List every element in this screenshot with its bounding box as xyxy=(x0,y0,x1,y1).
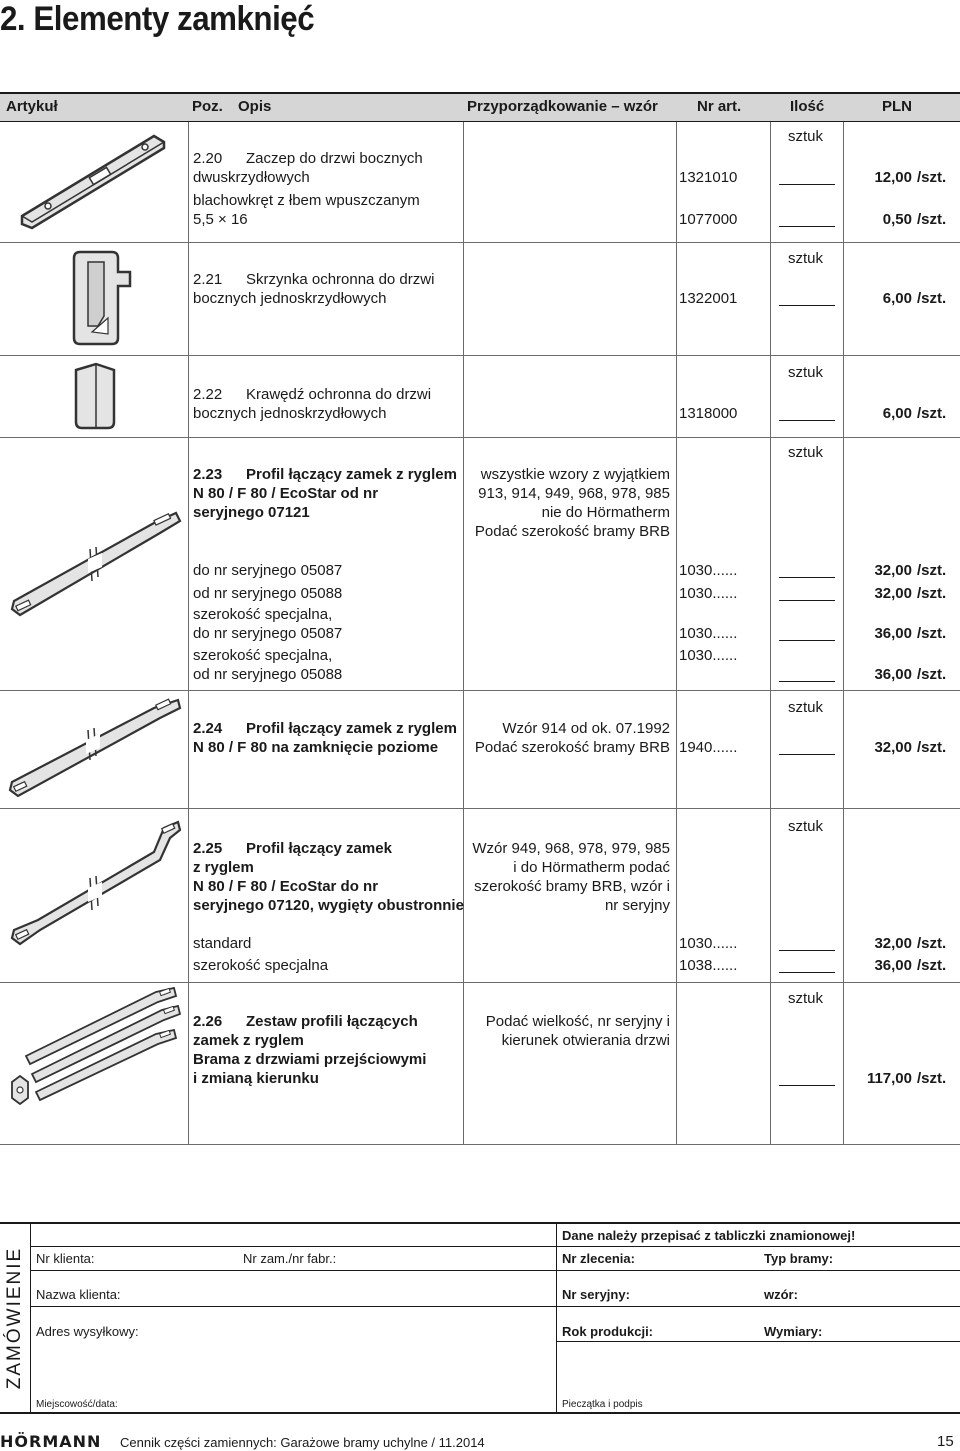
article-number: 1030...... xyxy=(679,562,738,579)
order-number-label: Nr zam./nr fabr.: xyxy=(243,1251,337,1266)
quantity-field[interactable] xyxy=(779,420,835,421)
strike-plate-image xyxy=(18,128,168,234)
assignment-text: szerokość bramy BRB, wzór i xyxy=(474,878,670,895)
unit-label: sztuk xyxy=(788,444,824,461)
customer-number-label: Nr klienta: xyxy=(36,1251,95,1266)
protective-edge-image xyxy=(70,360,120,432)
price: 0,50 xyxy=(882,211,912,228)
item-position: 2.26 xyxy=(193,1013,223,1030)
price-unit: /szt. xyxy=(917,957,947,974)
quantity-field[interactable] xyxy=(779,640,835,641)
item-position: 2.23 xyxy=(193,466,223,483)
assignment-text: nr seryjny xyxy=(604,897,670,914)
assignment-text: wszystkie wzory z wyjątkiem xyxy=(480,466,670,483)
assignment-text: Podać szerokość bramy BRB xyxy=(474,523,670,540)
header-assignment: Przyporządkowanie – wzór xyxy=(467,98,658,115)
quantity-field[interactable] xyxy=(779,577,835,578)
item-description: Zestaw profili łączących xyxy=(246,1013,418,1030)
item-description: Zaczep do drzwi bocznych xyxy=(246,150,423,167)
row-divider xyxy=(0,808,960,809)
assignment-text: i do Hörmatherm podać xyxy=(513,859,670,876)
hormann-logo: HÖRMANN xyxy=(0,1432,102,1451)
item-description: i zmianą kierunku xyxy=(193,1070,319,1087)
item-description: z ryglem xyxy=(193,859,254,876)
stamp-signature-label: Pieczątka i podpis xyxy=(562,1399,643,1410)
item-description: Profil łączący zamek z ryglem xyxy=(246,466,457,483)
connecting-profile-image xyxy=(4,505,184,623)
customer-name-label: Nazwa klienta: xyxy=(36,1287,121,1302)
variant-label: standard xyxy=(193,935,252,952)
price: 32,00 xyxy=(874,585,912,602)
assignment-text: nie do Hörmatherm xyxy=(541,504,670,521)
item-description: bocznych jednoskrzydłowych xyxy=(193,405,387,422)
profile-set-image xyxy=(6,986,182,1110)
assignment-text: 913, 914, 949, 968, 978, 985 xyxy=(478,485,670,502)
order-line[interactable] xyxy=(30,1270,960,1271)
item-description: N 80 / F 80 na zamknięcie poziome xyxy=(193,739,439,756)
column-divider xyxy=(770,122,771,1144)
row-divider xyxy=(0,690,960,691)
item-description: Brama z drzwiami przejściowymi xyxy=(193,1051,427,1068)
quantity-field[interactable] xyxy=(779,754,835,755)
quantity-field[interactable] xyxy=(779,681,835,682)
order-line[interactable] xyxy=(30,1246,960,1247)
variant-label: szerokość specjalna, xyxy=(193,606,333,623)
unit-label: sztuk xyxy=(788,128,824,145)
article-number: 1321010 xyxy=(679,169,738,186)
unit-label: sztuk xyxy=(788,699,824,716)
order-vertical-label: ZAMÓWIENIE xyxy=(4,1246,26,1390)
assignment-text: Wzór 949, 968, 978, 979, 985 xyxy=(472,840,670,857)
price-unit: /szt. xyxy=(917,211,947,228)
order-line[interactable] xyxy=(556,1341,960,1342)
price-unit: /szt. xyxy=(917,585,947,602)
item-description: N 80 / F 80 / EcoStar do nr xyxy=(193,878,379,895)
header-quantity: Ilość xyxy=(790,98,825,115)
row-divider xyxy=(0,437,960,438)
item-description: seryjnego 07120, wygięty obustronnie xyxy=(193,897,464,914)
price: 117,00 xyxy=(866,1070,912,1087)
order-divider xyxy=(30,1224,31,1412)
unit-label: sztuk xyxy=(788,250,824,267)
price-unit: /szt. xyxy=(917,405,947,422)
item-description: Skrzynka ochronna do drzwi xyxy=(246,271,435,288)
row-divider xyxy=(0,982,960,983)
price-unit: /szt. xyxy=(917,290,947,307)
header-price: PLN xyxy=(882,98,912,115)
article-number: 1030...... xyxy=(679,935,738,952)
item-description: zamek z ryglem xyxy=(193,1032,304,1049)
price: 6,00 xyxy=(882,405,912,422)
item-description: blachowkręt z łbem wpuszczanym xyxy=(193,192,420,209)
price: 32,00 xyxy=(874,562,912,579)
article-number: 1318000 xyxy=(679,405,738,422)
item-position: 2.24 xyxy=(193,720,223,737)
shipping-address-label: Adres wysyłkowy: xyxy=(36,1324,139,1339)
serial-number-label: Nr seryjny: xyxy=(562,1287,630,1302)
header-opis: Opis xyxy=(238,98,272,115)
article-number: 1030...... xyxy=(679,625,738,642)
quantity-field[interactable] xyxy=(779,972,835,973)
variant-label: do nr seryjnego 05087 xyxy=(193,562,343,579)
header-poz: Poz. xyxy=(192,98,223,115)
assignment-text: Wzór 914 od ok. 07.1992 xyxy=(502,720,670,737)
quantity-field[interactable] xyxy=(779,600,835,601)
quantity-field[interactable] xyxy=(779,184,835,185)
item-description: Profil łączący zamek z ryglem xyxy=(246,720,457,737)
quantity-field[interactable] xyxy=(779,1085,835,1086)
quantity-field[interactable] xyxy=(779,305,835,306)
price-unit: /szt. xyxy=(917,169,947,186)
price: 32,00 xyxy=(874,935,912,952)
item-description: seryjnego 07121 xyxy=(193,504,310,521)
variant-label: szerokość specjalna, xyxy=(193,647,333,664)
unit-label: sztuk xyxy=(788,990,824,1007)
dimensions-label: Wymiary: xyxy=(764,1324,823,1339)
item-description: Krawędź ochronna do drzwi xyxy=(246,386,432,403)
column-divider xyxy=(676,122,677,1144)
item-position: 2.20 xyxy=(193,150,223,167)
item-description: bocznych jednoskrzydłowych xyxy=(193,290,387,307)
door-type-label: Typ bramy: xyxy=(764,1251,834,1266)
price: 36,00 xyxy=(874,957,912,974)
article-number: 1077000 xyxy=(679,211,738,228)
price-unit: /szt. xyxy=(917,935,947,952)
item-position: 2.25 xyxy=(193,840,223,857)
variant-label: od nr seryjnego 05088 xyxy=(193,666,343,683)
article-number: 1030...... xyxy=(679,585,738,602)
price-unit: /szt. xyxy=(917,666,947,683)
catalog-title: Cennik części zamiennych: Garażowe bramy uchylne / 11.2014 xyxy=(120,1435,485,1450)
price-unit: /szt. xyxy=(917,562,947,579)
connecting-profile-horizontal-image xyxy=(4,694,184,802)
column-divider xyxy=(843,122,844,1144)
item-description: Profil łączący zamek xyxy=(246,840,392,857)
item-position: 2.22 xyxy=(193,386,223,403)
bent-connecting-profile-image xyxy=(4,812,184,950)
job-number-label: Nr zlecenia: xyxy=(562,1251,635,1266)
variant-label: szerokość specjalna xyxy=(193,957,329,974)
item-description: 5,5 × 16 xyxy=(193,211,248,228)
item-description: dwuskrzydłowych xyxy=(193,169,310,186)
price: 32,00 xyxy=(874,739,912,756)
variant-label: do nr seryjnego 05087 xyxy=(193,625,343,642)
price: 6,00 xyxy=(882,290,912,307)
price-unit: /szt. xyxy=(917,1070,947,1087)
row-divider xyxy=(0,355,960,356)
article-number: 1030...... xyxy=(679,647,738,664)
assignment-text: Podać wielkość, nr seryjny i xyxy=(485,1013,670,1030)
price: 12,00 xyxy=(874,169,912,186)
place-date-label: Miejscowość/data: xyxy=(36,1399,118,1410)
assignment-text: Podać szerokość bramy BRB xyxy=(474,739,670,756)
unit-label: sztuk xyxy=(788,364,824,381)
column-divider xyxy=(463,122,464,1144)
price-unit: /szt. xyxy=(917,739,947,756)
variant-label: od nr seryjnego 05088 xyxy=(193,585,343,602)
price: 36,00 xyxy=(874,666,912,683)
order-line[interactable] xyxy=(30,1306,960,1307)
row-divider xyxy=(0,242,960,243)
production-year-label: Rok produkcji: xyxy=(562,1324,654,1339)
price-unit: /szt. xyxy=(917,625,947,642)
nameplate-note: Dane należy przepisać z tabliczki znamionowej! xyxy=(562,1228,856,1243)
column-divider xyxy=(188,122,189,1144)
protective-box-image xyxy=(68,246,134,350)
order-divider xyxy=(556,1224,557,1412)
quantity-field[interactable] xyxy=(779,950,835,951)
article-number: 1038...... xyxy=(679,957,738,974)
page-title: 2. Elementy zamknięć xyxy=(0,0,315,38)
article-number: 1940...... xyxy=(679,739,738,756)
unit-label: sztuk xyxy=(788,818,824,835)
model-label: wzór: xyxy=(764,1287,798,1302)
row-divider xyxy=(0,1144,960,1145)
item-description: N 80 / F 80 / EcoStar od nr xyxy=(193,485,379,502)
header-article-number: Nr art. xyxy=(697,98,742,115)
price: 36,00 xyxy=(874,625,912,642)
article-number: 1322001 xyxy=(679,290,738,307)
header-artykul: Artykuł xyxy=(6,98,58,115)
page-number: 15 xyxy=(937,1433,954,1450)
item-position: 2.21 xyxy=(193,271,223,288)
assignment-text: kierunek otwierania drzwi xyxy=(501,1032,670,1049)
quantity-field[interactable] xyxy=(779,226,835,227)
